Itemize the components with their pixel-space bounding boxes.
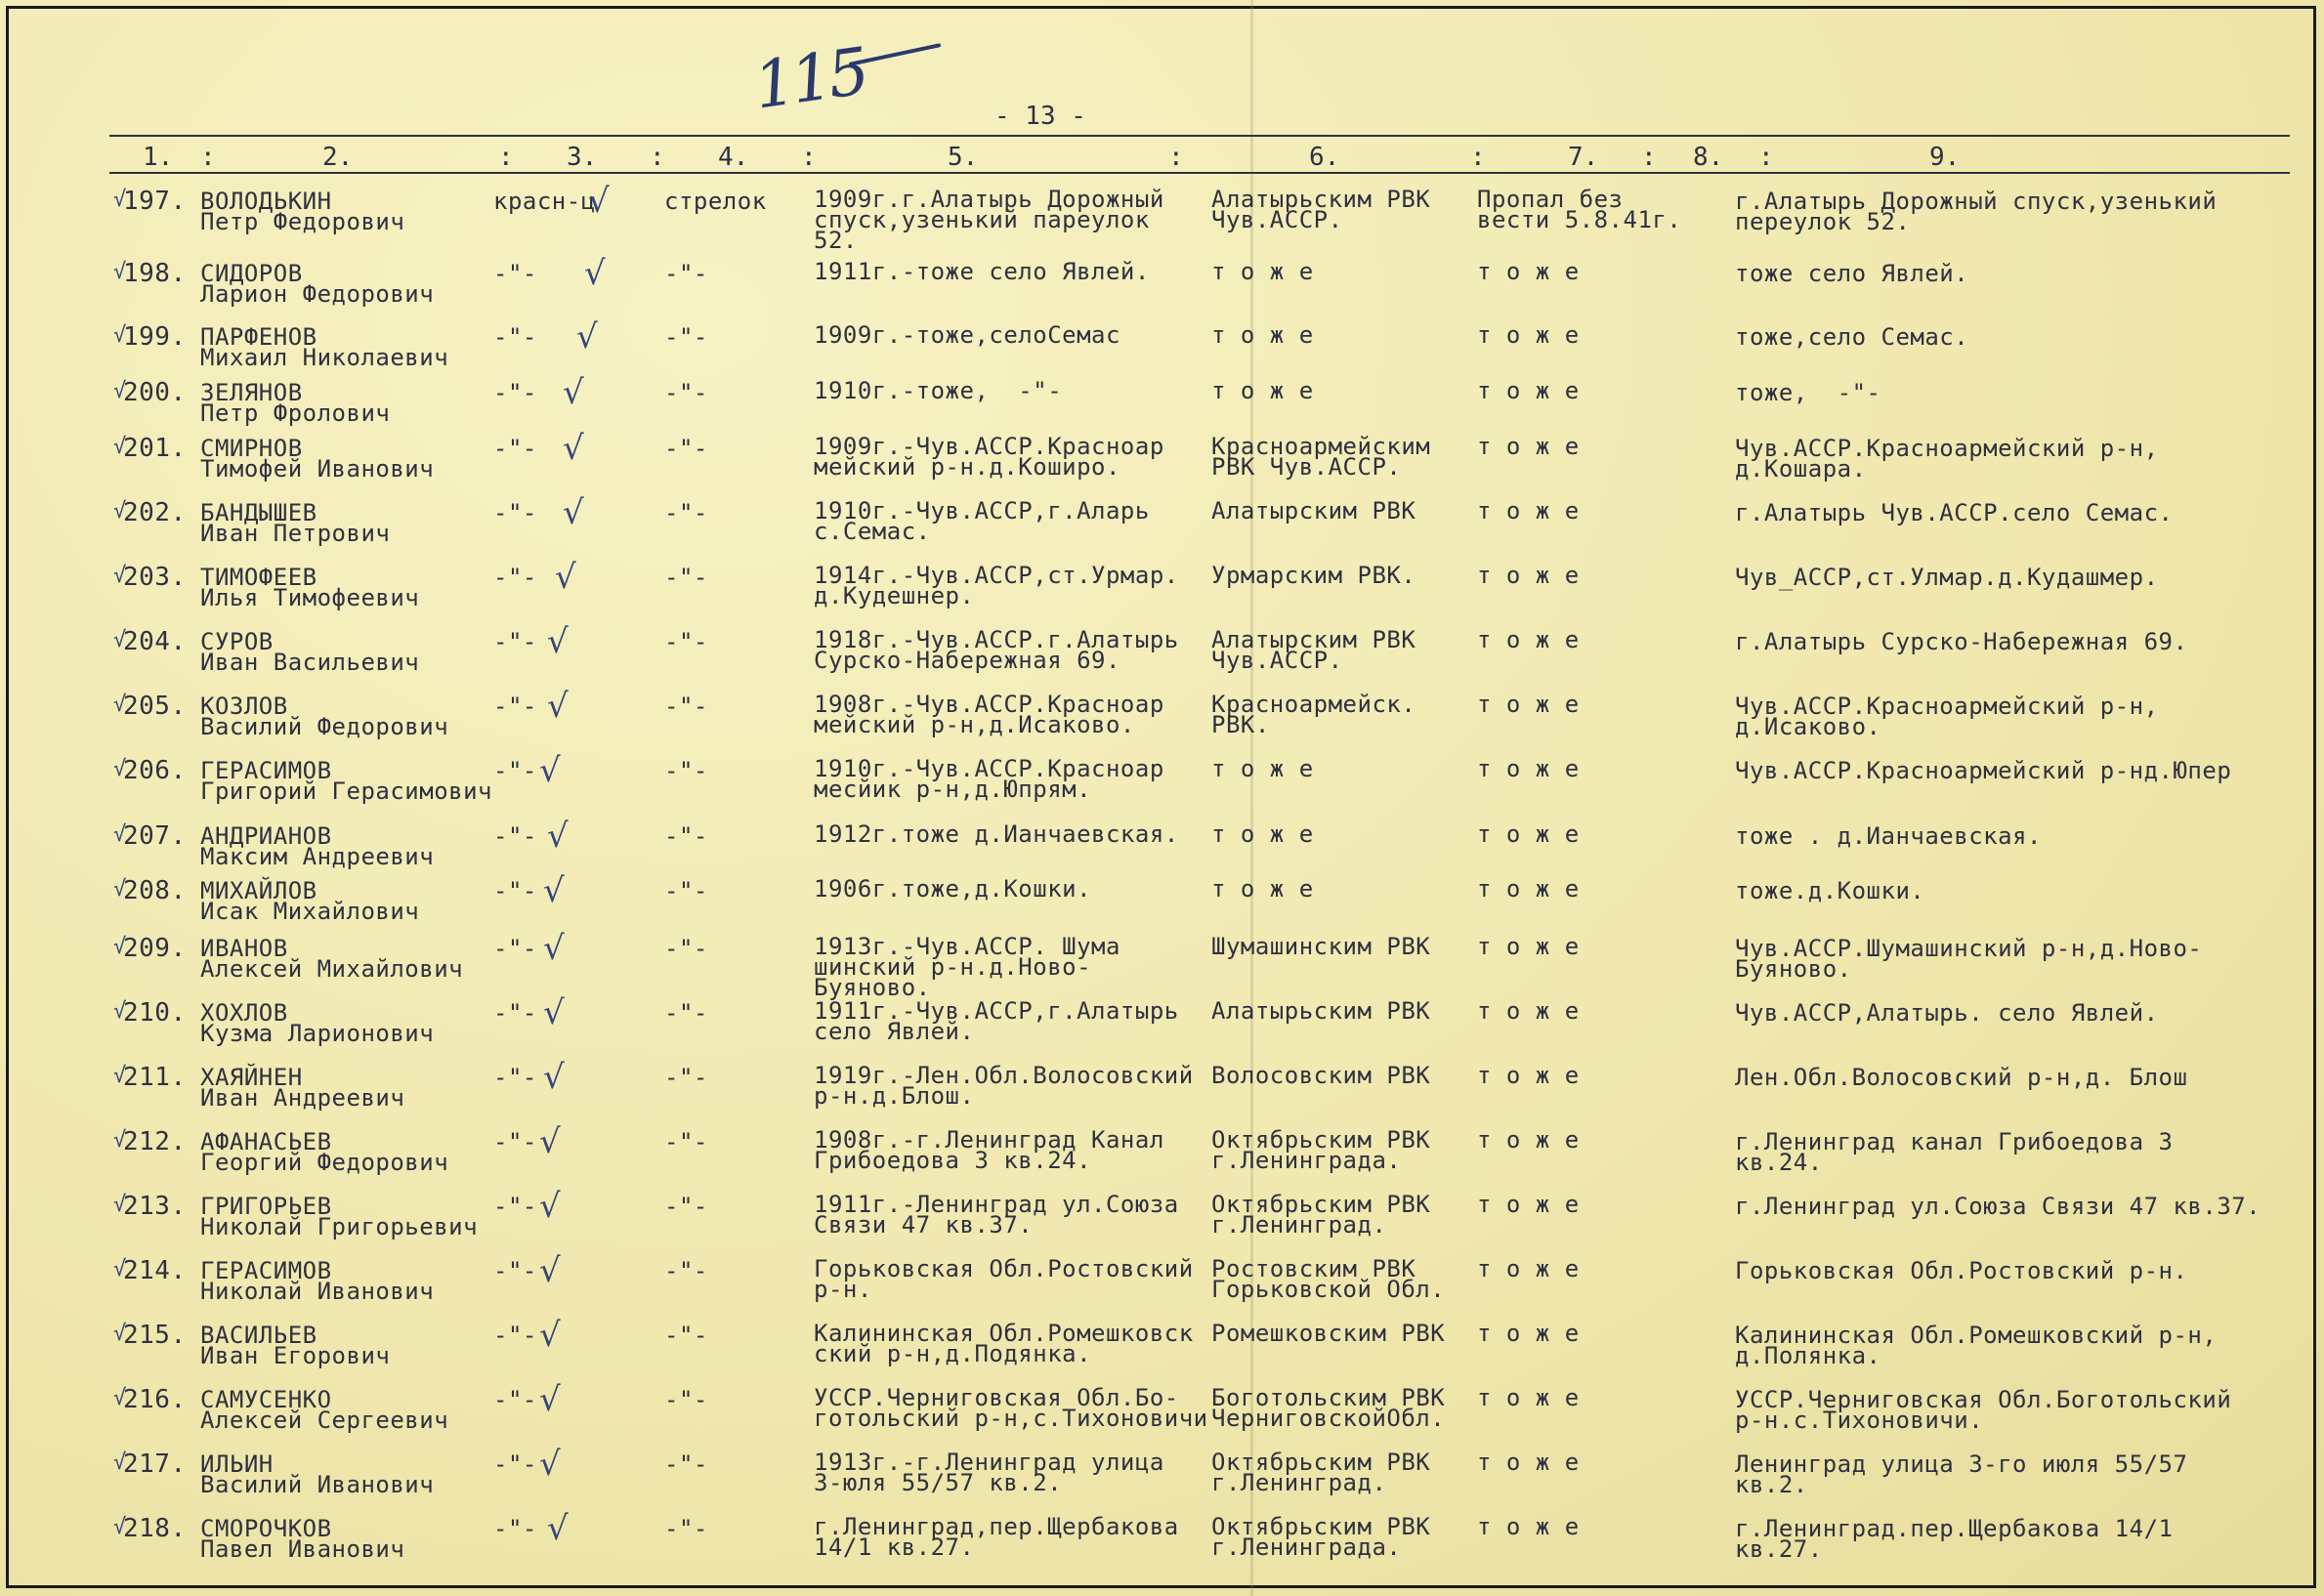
rank: -"- bbox=[493, 999, 537, 1027]
fate: т о ж е bbox=[1477, 377, 1580, 404]
relative-address: Чув_АССР,ст.Улмар.д.Кудашмер. bbox=[1735, 564, 2159, 591]
table-row bbox=[0, 622, 2324, 693]
birth-place: 1912г.тоже д.Ианчаевская. bbox=[814, 820, 1179, 848]
draft-office: Октябрьским РВК г.Ленинграда. bbox=[1211, 1513, 1431, 1561]
record-number: 212. bbox=[123, 1127, 187, 1156]
fate: т о ж е bbox=[1477, 433, 1580, 460]
fate: т о ж е bbox=[1477, 933, 1580, 960]
position: -"- bbox=[664, 1257, 708, 1284]
relative-address: тоже,село Семас. bbox=[1735, 323, 1969, 351]
handwritten-check-icon: √ bbox=[539, 1187, 561, 1226]
check-mark-icon: √ bbox=[113, 260, 127, 284]
relative-address: Чув.АССР.Красноармейский р-н, д.Кошара. bbox=[1735, 435, 2159, 483]
record-number: 198. bbox=[123, 259, 187, 288]
handwritten-check-icon: √ bbox=[547, 817, 569, 856]
draft-office: т о ж е bbox=[1211, 321, 1314, 349]
record-number: 218. bbox=[123, 1514, 187, 1543]
draft-office: т о ж е bbox=[1211, 875, 1314, 903]
draft-office: т о ж е bbox=[1211, 377, 1314, 404]
draft-office: Алатырским РВК bbox=[1211, 497, 1416, 525]
relative-address: тоже, -"- bbox=[1735, 379, 1881, 406]
person-name: ТИМОФЕЕВ Илья Тимофеевич bbox=[200, 564, 420, 611]
column-separator: : bbox=[1758, 143, 1774, 172]
position: -"- bbox=[664, 499, 708, 526]
check-mark-icon: √ bbox=[113, 379, 127, 403]
column-header-2: 2. bbox=[322, 143, 354, 172]
record-number: 200. bbox=[123, 378, 187, 407]
birth-place: 1909г.-Чув.АССР.Красноар мейский р-н.д.Коширо. bbox=[814, 433, 1164, 481]
fate: т о ж е bbox=[1477, 755, 1580, 782]
handwritten-check-icon: √ bbox=[543, 871, 565, 910]
relative-address: г.Ленинград.пер.Щербакова 14/1 кв.27. bbox=[1735, 1515, 2174, 1563]
fate: т о ж е bbox=[1477, 691, 1580, 718]
handwritten-check-icon: √ bbox=[563, 493, 584, 532]
rank: -"- bbox=[493, 260, 537, 287]
birth-place: 1909г.-тоже,селоСемас bbox=[814, 321, 1120, 349]
rank: -"- bbox=[493, 564, 537, 591]
person-name: ГЕРАСИМОВ Николай Иванович bbox=[200, 1257, 435, 1305]
header-bottom-rule bbox=[109, 172, 2290, 174]
table-row bbox=[0, 1380, 2324, 1450]
check-mark-icon: √ bbox=[113, 435, 127, 459]
table-row bbox=[0, 254, 2324, 324]
fate: т о ж е bbox=[1477, 258, 1580, 285]
column-separator: : bbox=[801, 143, 817, 172]
birth-place: 1913г.-г.Ленинград улица 3-юля 55/57 кв.2. bbox=[814, 1449, 1164, 1496]
rank: -"- bbox=[493, 435, 537, 462]
handwritten-check-icon: √ bbox=[539, 1251, 561, 1290]
person-name: СИДОРОВ Ларион Федорович bbox=[200, 260, 435, 308]
check-mark-icon: √ bbox=[113, 693, 127, 717]
fate: т о ж е bbox=[1477, 626, 1580, 653]
rank: -"- bbox=[493, 1257, 537, 1284]
birth-place: 1911г.-тоже село Явлей. bbox=[814, 258, 1150, 285]
position: -"- bbox=[664, 1064, 708, 1091]
handwritten-check-icon: √ bbox=[563, 429, 584, 468]
column-separator: : bbox=[1641, 143, 1657, 172]
person-name: АНДРИАНОВ Максим Андреевич bbox=[200, 822, 435, 870]
column-separator: : bbox=[650, 143, 665, 172]
draft-office: Волосовским РВК bbox=[1211, 1062, 1431, 1089]
draft-office: т о ж е bbox=[1211, 820, 1314, 848]
handwritten-check-icon: √ bbox=[543, 929, 565, 968]
position: -"- bbox=[664, 1515, 708, 1542]
record-number: 208. bbox=[123, 876, 187, 905]
rank: -"- bbox=[493, 1386, 537, 1413]
birth-place: Калининская Обл.Ромешковск ский р-н,д.Подянка. bbox=[814, 1320, 1194, 1367]
birth-place: 1913г.-Чув.АССР. Шума шинский р-н.д.Ново- Буяново. bbox=[814, 933, 1120, 1001]
check-mark-icon: √ bbox=[113, 1386, 127, 1410]
handwritten-check-icon: √ bbox=[539, 1445, 561, 1484]
record-number: 199. bbox=[123, 322, 187, 352]
relative-address: Чув.АССР.Красноармейский р-нд.Юпер bbox=[1735, 757, 2232, 784]
person-name: СМОРОЧКОВ Павел Иванович bbox=[200, 1515, 405, 1563]
relative-address: Чув.АССР.Шумашинский р-н,д.Ново- Буяново. bbox=[1735, 935, 2203, 983]
table-row bbox=[0, 493, 2324, 564]
header-top-rule bbox=[109, 135, 2290, 137]
person-name: ГРИГОРЬЕВ Николай Григорьевич bbox=[200, 1193, 479, 1240]
check-mark-icon: √ bbox=[113, 1064, 127, 1088]
record-number: 205. bbox=[123, 692, 187, 721]
birth-place: УССР.Черниговская Обл.Бо- готольский р-н,с.Тихоновичи bbox=[814, 1384, 1208, 1432]
relative-address: Чув.АССР.Красноармейский р-н, д.Исаково. bbox=[1735, 693, 2159, 740]
column-header-4: 4. bbox=[718, 143, 749, 172]
handwritten-check-icon: √ bbox=[563, 373, 584, 412]
fate: т о ж е bbox=[1477, 875, 1580, 903]
person-name: ВАСИЛЬЕВ Иван Егорович bbox=[200, 1322, 391, 1369]
check-mark-icon: √ bbox=[113, 1515, 127, 1539]
position: -"- bbox=[664, 435, 708, 462]
draft-office: Красноармейск. РВК. bbox=[1211, 691, 1416, 738]
relative-address: тоже . д.Ианчаевская. bbox=[1735, 822, 2042, 850]
rank: -"- bbox=[493, 499, 537, 526]
fate: т о ж е bbox=[1477, 1062, 1580, 1089]
person-name: БАНДЫШЕВ Иван Петрович bbox=[200, 499, 391, 547]
relative-address: Лен.Обл.Волосовский р-н,д. Блош bbox=[1735, 1064, 2188, 1091]
position: -"- bbox=[664, 628, 708, 655]
table-row bbox=[0, 429, 2324, 499]
rank: -"- bbox=[493, 1322, 537, 1349]
person-name: МИХАЙЛОВ Исак Михайлович bbox=[200, 877, 420, 925]
draft-office: Шумашинским РВК bbox=[1211, 933, 1431, 960]
rank: -"- bbox=[493, 1128, 537, 1155]
position: -"- bbox=[664, 260, 708, 287]
handwritten-check-icon: √ bbox=[547, 687, 569, 726]
table-row bbox=[0, 182, 2324, 254]
record-number: 216. bbox=[123, 1385, 187, 1414]
person-name: ЗЕЛЯНОВ Петр Фролович bbox=[200, 379, 391, 427]
handwritten-check-icon: √ bbox=[539, 751, 561, 790]
table-row bbox=[0, 1187, 2324, 1257]
position: -"- bbox=[664, 999, 708, 1027]
position: -"- bbox=[664, 323, 708, 351]
record-number: 213. bbox=[123, 1192, 187, 1221]
rank: -"- bbox=[493, 1450, 537, 1478]
record-number: 215. bbox=[123, 1321, 187, 1350]
table-row bbox=[0, 871, 2324, 942]
rank: -"- bbox=[493, 628, 537, 655]
check-mark-icon: √ bbox=[113, 1128, 127, 1153]
draft-office: Ромешковским РВК bbox=[1211, 1320, 1446, 1347]
check-mark-icon: √ bbox=[113, 1257, 127, 1281]
column-header-6: 6. bbox=[1309, 143, 1340, 172]
position: -"- bbox=[664, 1386, 708, 1413]
handwritten-check-icon: √ bbox=[543, 993, 565, 1032]
person-name: СМИРНОВ Тимофей Иванович bbox=[200, 435, 435, 483]
record-number: 210. bbox=[123, 998, 187, 1028]
person-name: ВОЛОДЬКИН Петр Федорович bbox=[200, 188, 405, 235]
draft-office: Октябрьским РВК г.Ленинграда. bbox=[1211, 1126, 1431, 1174]
table-row bbox=[0, 1122, 2324, 1193]
record-number: 207. bbox=[123, 821, 187, 851]
check-mark-icon: √ bbox=[113, 877, 127, 902]
handwritten-check-icon: √ bbox=[539, 1316, 561, 1355]
archive-number: 115 bbox=[749, 33, 870, 124]
record-number: 204. bbox=[123, 627, 187, 656]
record-number: 217. bbox=[123, 1449, 187, 1479]
column-header-3: 3. bbox=[567, 143, 598, 172]
column-header-8: 8. bbox=[1693, 143, 1724, 172]
draft-office: Красноармейским РВК Чув.АССР. bbox=[1211, 433, 1431, 481]
rank: -"- bbox=[493, 323, 537, 351]
person-name: ГЕРАСИМОВ Григорий Герасимович bbox=[200, 757, 492, 805]
check-mark-icon: √ bbox=[113, 1450, 127, 1475]
relative-address: УССР.Черниговская Обл.Боготольский р-н.с.Тихоновичи. bbox=[1735, 1386, 2232, 1434]
person-name: ИВАНОВ Алексей Михайлович bbox=[200, 935, 464, 983]
check-mark-icon: √ bbox=[113, 188, 127, 212]
position: -"- bbox=[664, 877, 708, 904]
position: -"- bbox=[664, 757, 708, 784]
rank: -"- bbox=[493, 757, 537, 784]
check-mark-icon: √ bbox=[113, 564, 127, 588]
table-row bbox=[0, 1058, 2324, 1128]
fate: т о ж е bbox=[1477, 321, 1580, 349]
birth-place: 1910г.-Чув.АССР.Красноар месйик р-н,д.Юпрям. bbox=[814, 755, 1164, 803]
position: -"- bbox=[664, 935, 708, 962]
position: -"- bbox=[664, 1322, 708, 1349]
draft-office: Алатырьским РВК bbox=[1211, 997, 1431, 1025]
birth-place: 1918г.-Чув.АССР.г.Алатырь Сурско-Набережная 69. bbox=[814, 626, 1179, 674]
relative-address: тоже село Явлей. bbox=[1735, 260, 1969, 287]
birth-place: 1911г.-Ленинград ул.Союза Связи 47 кв.37. bbox=[814, 1191, 1179, 1239]
position: -"- bbox=[664, 693, 708, 720]
column-header-7: 7. bbox=[1568, 143, 1599, 172]
column-header-1: 1. bbox=[143, 143, 174, 172]
column-separator: : bbox=[498, 143, 514, 172]
handwritten-check-icon: √ bbox=[547, 622, 569, 661]
column-separator: : bbox=[1470, 143, 1486, 172]
position: -"- bbox=[664, 564, 708, 591]
birth-place: Горьковская Обл.Ростовский р-н. bbox=[814, 1255, 1194, 1303]
record-number: 202. bbox=[123, 498, 187, 527]
relative-address: тоже.д.Кошки. bbox=[1735, 877, 1925, 904]
relative-address: г.Ленинград ул.Союза Связи 47 кв.37. bbox=[1735, 1193, 2261, 1220]
handwritten-check-icon: √ bbox=[555, 558, 576, 597]
person-name: СУРОВ Иван Васильевич bbox=[200, 628, 420, 676]
draft-office: Боготольским РВК ЧерниговскойОбл. bbox=[1211, 1384, 1446, 1432]
person-name: ХОХЛОВ Кузма Ларионович bbox=[200, 999, 435, 1047]
fate: т о ж е bbox=[1477, 497, 1580, 525]
draft-office: т о ж е bbox=[1211, 755, 1314, 782]
birth-place: 1911г.-Чув.АССР,г.Алатырь село Явлей. bbox=[814, 997, 1179, 1045]
table-row bbox=[0, 687, 2324, 757]
table-row bbox=[0, 929, 2324, 1001]
page-number: - 13 - bbox=[994, 102, 1086, 131]
draft-office: Алатырьским РВК Чув.АССР. bbox=[1211, 186, 1431, 233]
relative-address: Ленинград улица 3-го июля 55/57 кв.2. bbox=[1735, 1450, 2188, 1498]
record-number: 197. bbox=[123, 187, 187, 216]
record-number: 201. bbox=[123, 434, 187, 463]
check-mark-icon: √ bbox=[113, 935, 127, 959]
position: -"- bbox=[664, 822, 708, 850]
check-mark-icon: √ bbox=[113, 757, 127, 781]
relative-address: Чув.АССР,Алатырь. село Явлей. bbox=[1735, 999, 2159, 1027]
handwritten-check-icon: √ bbox=[543, 1058, 565, 1097]
check-mark-icon: √ bbox=[113, 1322, 127, 1346]
birth-place: г.Ленинград,пер.Щербакова 14/1 кв.27. bbox=[814, 1513, 1179, 1561]
rank: -"- bbox=[493, 1193, 537, 1220]
check-mark-icon: √ bbox=[113, 499, 127, 524]
person-name: АФАНАСЬЕВ Георгий Федорович bbox=[200, 1128, 449, 1176]
table-row bbox=[0, 1316, 2324, 1386]
table-row bbox=[0, 993, 2324, 1064]
relative-address: Калининская Обл.Ромешковский р-н, д.Полянка. bbox=[1735, 1322, 2218, 1369]
record-number: 214. bbox=[123, 1256, 187, 1285]
rank: -"- bbox=[493, 935, 537, 962]
birth-place: 1906г.тоже,д.Кошки. bbox=[814, 875, 1092, 903]
table-row bbox=[0, 1445, 2324, 1515]
handwritten-check-icon: √ bbox=[539, 1380, 561, 1419]
column-separator: : bbox=[1168, 143, 1184, 172]
rank: -"- bbox=[493, 693, 537, 720]
birth-place: 1909г.г.Алатырь Дорожный спуск,узенький пареулок 52. bbox=[814, 186, 1164, 254]
check-mark-icon: √ bbox=[113, 628, 127, 652]
column-header-5: 5. bbox=[948, 143, 979, 172]
person-name: ПАРФЕНОВ Михаил Николаевич bbox=[200, 323, 449, 371]
relative-address: г.Алатырь Сурско-Набережная 69. bbox=[1735, 628, 2188, 655]
fate: т о ж е bbox=[1477, 1449, 1580, 1476]
draft-office: Октябрьским РВК г.Ленинград. bbox=[1211, 1191, 1431, 1239]
draft-office: Алатырским РВК Чув.АССР. bbox=[1211, 626, 1416, 674]
rank: -"- bbox=[493, 379, 537, 406]
check-mark-icon: √ bbox=[113, 1193, 127, 1217]
table-row bbox=[0, 751, 2324, 821]
position: стрелок bbox=[664, 188, 767, 215]
draft-office: Ростовским РВК Горьковской Обл. bbox=[1211, 1255, 1446, 1303]
relative-address: Горьковская Обл.Ростовский р-н. bbox=[1735, 1257, 2188, 1284]
handwritten-check-icon: √ bbox=[588, 182, 610, 221]
person-name: ХАЯЙНЕН Иван Андреевич bbox=[200, 1064, 405, 1112]
rank: -"- bbox=[493, 1064, 537, 1091]
fate: т о ж е bbox=[1477, 1191, 1580, 1218]
record-number: 209. bbox=[123, 934, 187, 963]
person-name: ИЛЬИН Василий Иванович bbox=[200, 1450, 435, 1498]
position: -"- bbox=[664, 1193, 708, 1220]
column-separator: : bbox=[200, 143, 216, 172]
fate: Пропал без вести 5.8.41г. bbox=[1477, 186, 1682, 233]
handwritten-check-icon: √ bbox=[547, 1509, 569, 1548]
check-mark-icon: √ bbox=[113, 999, 127, 1024]
birth-place: 1908г.-Чув.АССР.Красноар мейский р-н,д.Исаково. bbox=[814, 691, 1164, 738]
record-number: 203. bbox=[123, 563, 187, 592]
relative-address: г.Алатырь Чув.АССР.село Семас. bbox=[1735, 499, 2174, 526]
record-number: 206. bbox=[123, 756, 187, 785]
birth-place: 1910г.-Чув.АССР,г.Аларь с.Семас. bbox=[814, 497, 1150, 545]
birth-place: 1908г.-г.Ленинград Канал Грибоедова 3 кв.24. bbox=[814, 1126, 1164, 1174]
check-mark-icon: √ bbox=[113, 323, 127, 348]
fate: т о ж е bbox=[1477, 1513, 1580, 1540]
table-row bbox=[0, 1509, 2324, 1579]
fate: т о ж е bbox=[1477, 1384, 1580, 1411]
draft-office: Урмарским РВК. bbox=[1211, 562, 1416, 589]
fate: т о ж е bbox=[1477, 1320, 1580, 1347]
person-name: САМУСЕНКО Алексей Сергеевич bbox=[200, 1386, 449, 1434]
relative-address: г.Алатырь Дорожный спуск,узенький переулок 52. bbox=[1735, 188, 2218, 235]
birth-place: 1919г.-Лен.Обл.Волосовский р-н.д.Блош. bbox=[814, 1062, 1194, 1110]
rank: -"- bbox=[493, 822, 537, 850]
check-mark-icon: √ bbox=[113, 822, 127, 847]
rank: красн-ц bbox=[493, 188, 596, 215]
rank: -"- bbox=[493, 877, 537, 904]
fate: т о ж е bbox=[1477, 1126, 1580, 1154]
table-row bbox=[0, 558, 2324, 628]
table-row bbox=[0, 1251, 2324, 1322]
column-header-9: 9. bbox=[1929, 143, 1961, 172]
rank: -"- bbox=[493, 1515, 537, 1542]
birth-place: 1914г.-Чув.АССР,ст.Урмар. д.Кудешнер. bbox=[814, 562, 1179, 609]
fate: т о ж е bbox=[1477, 820, 1580, 848]
fate: т о ж е bbox=[1477, 1255, 1580, 1282]
relative-address: г.Ленинград канал Грибоедова 3 кв.24. bbox=[1735, 1128, 2174, 1176]
birth-place: 1910г.-тоже, -"- bbox=[814, 377, 1063, 404]
draft-office: т о ж е bbox=[1211, 258, 1314, 285]
handwritten-check-icon: √ bbox=[584, 254, 606, 293]
fate: т о ж е bbox=[1477, 997, 1580, 1025]
fate: т о ж е bbox=[1477, 562, 1580, 589]
draft-office: Октябрьским РВК г.Ленинград. bbox=[1211, 1449, 1431, 1496]
position: -"- bbox=[664, 379, 708, 406]
handwritten-check-icon: √ bbox=[576, 317, 598, 357]
record-number: 211. bbox=[123, 1063, 187, 1092]
position: -"- bbox=[664, 1450, 708, 1478]
position: -"- bbox=[664, 1128, 708, 1155]
handwritten-check-icon: √ bbox=[539, 1122, 561, 1161]
person-name: КОЗЛОВ Василий Федорович bbox=[200, 693, 449, 740]
